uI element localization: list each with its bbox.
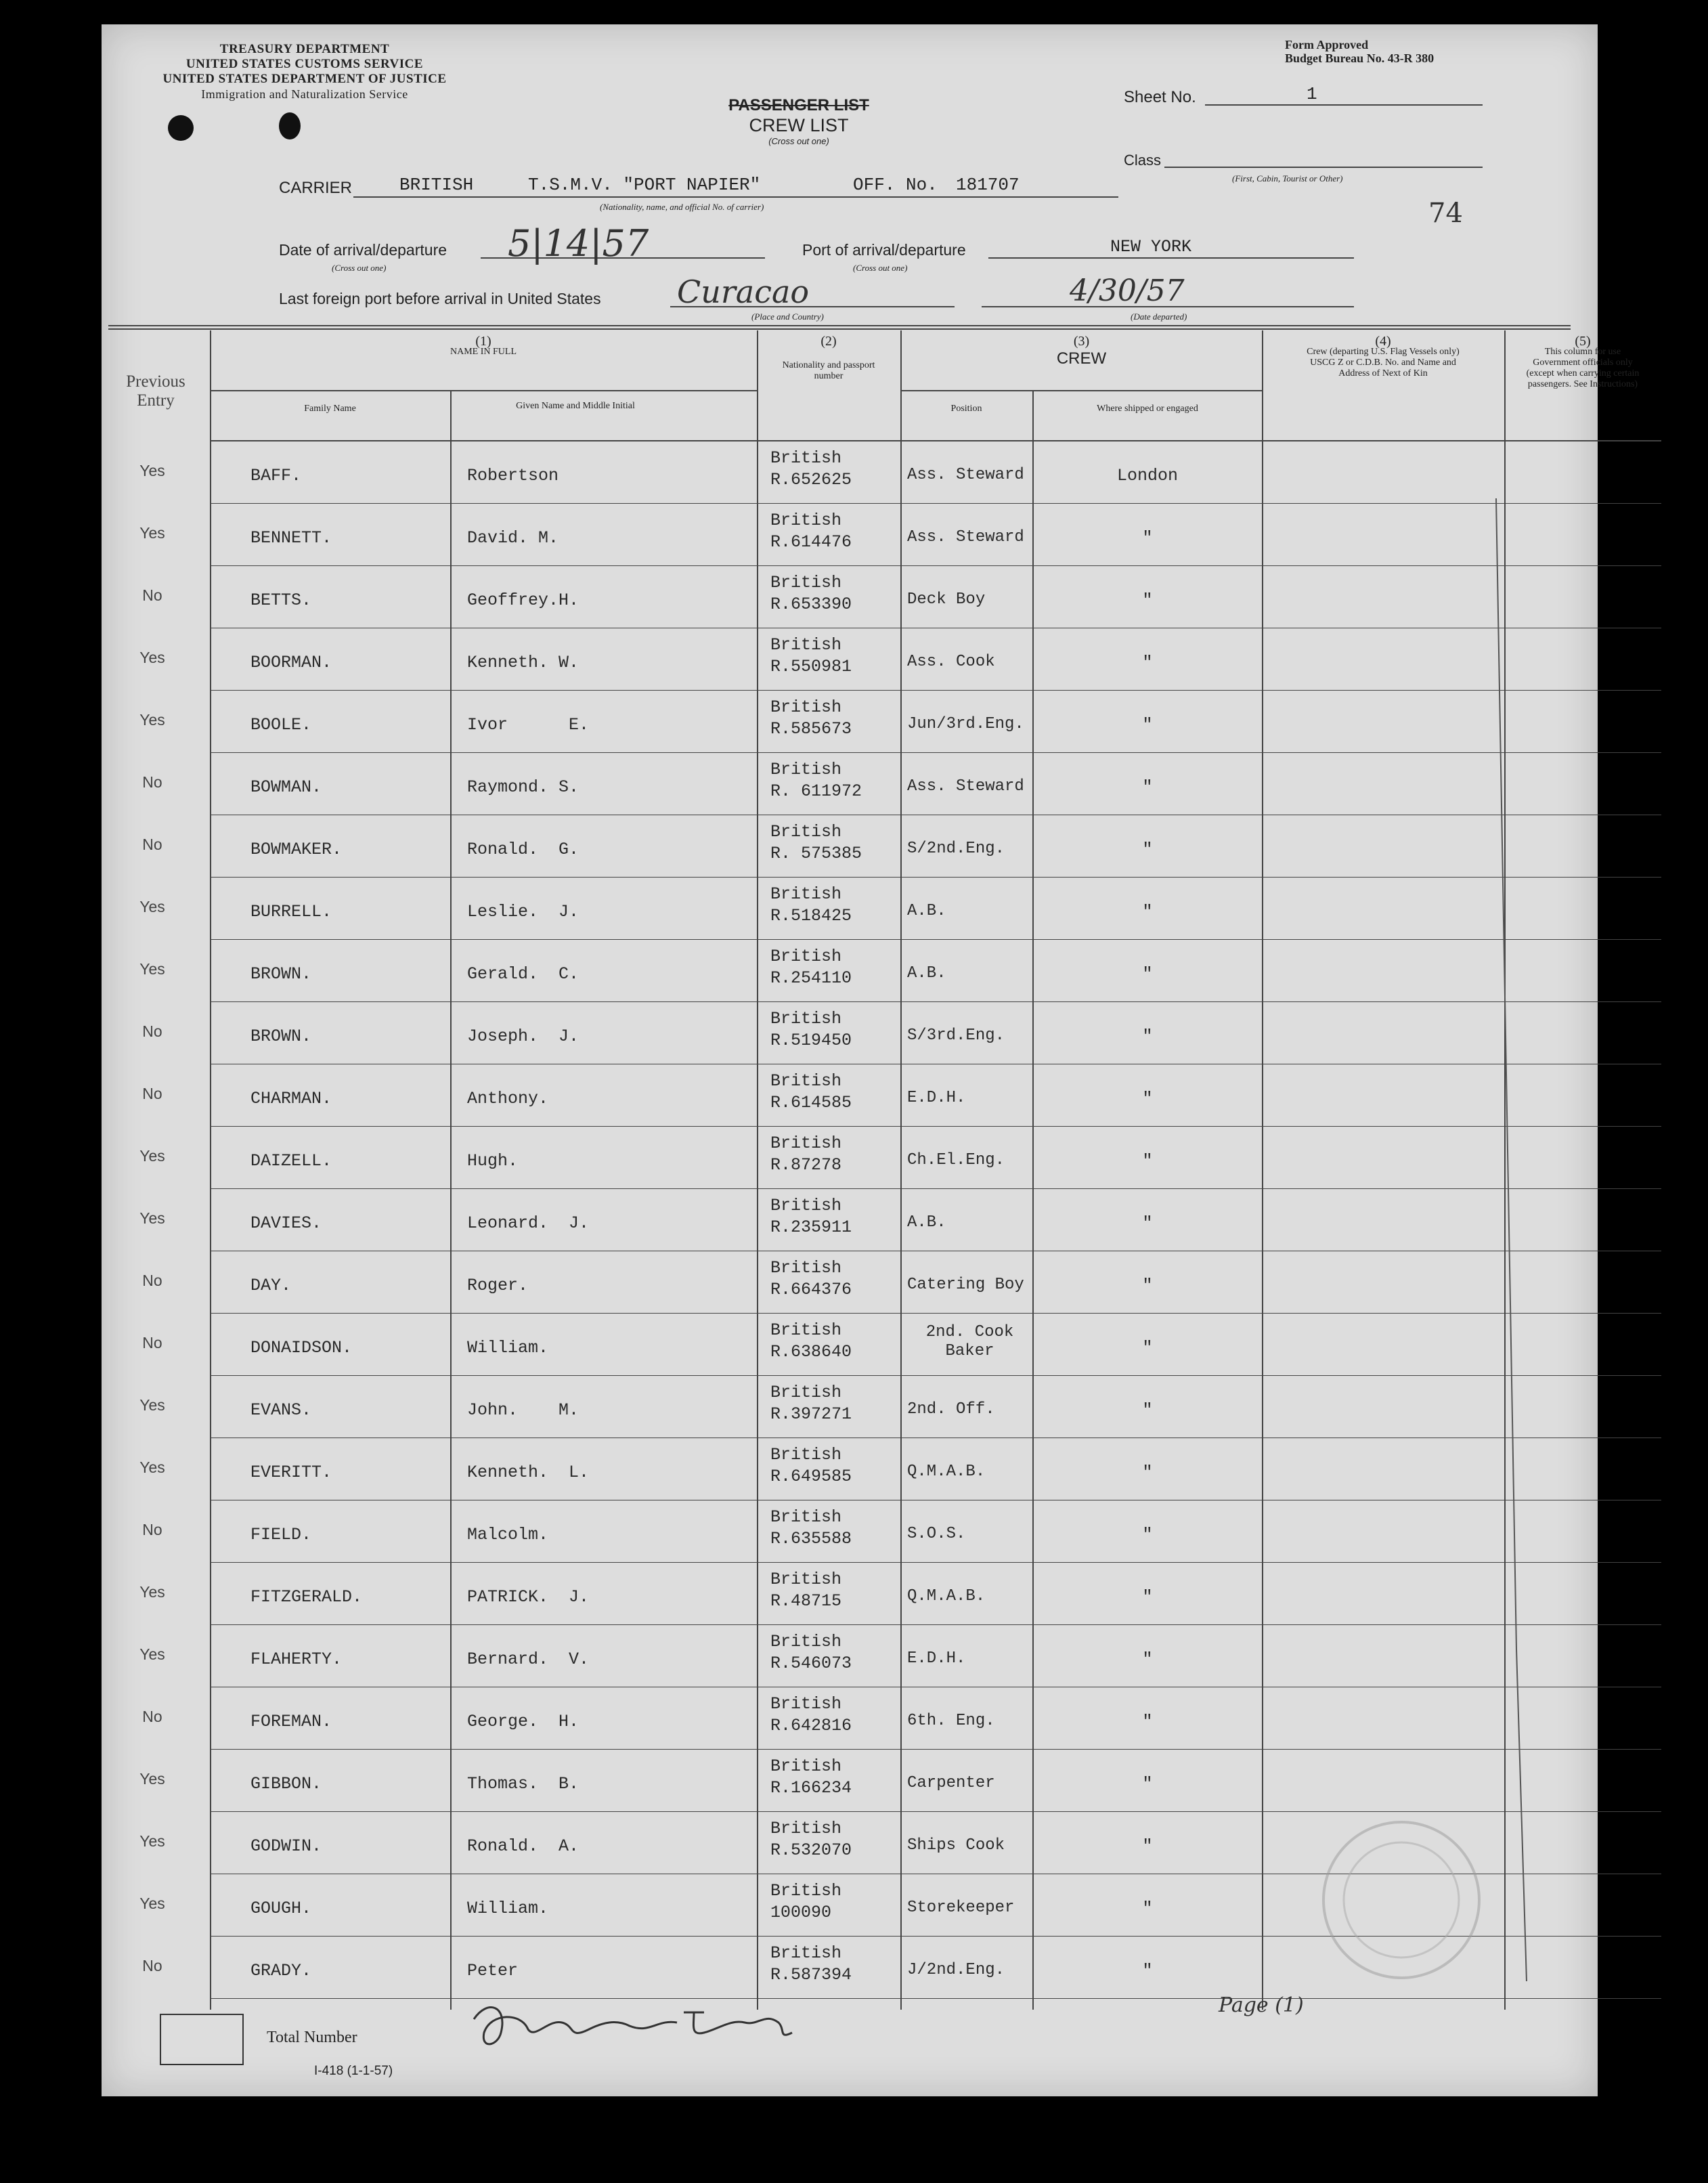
previous-entry-cell: Yes [139, 711, 165, 729]
class-note: (First, Cabin, Tourist or Other) [1232, 173, 1343, 183]
nationality-cell: British [770, 1009, 842, 1029]
class-label: Class [1124, 152, 1162, 169]
where-shipped-cell: " [1142, 1026, 1153, 1046]
where-shipped-cell: " [1142, 1151, 1153, 1171]
table-row [142, 1314, 1661, 1376]
nationality-cell: British [770, 947, 842, 966]
total-number-label: Total Number [267, 2029, 357, 2046]
previous-entry-cell: No [142, 1022, 162, 1040]
family-name-cell: DAVIES. [250, 1213, 322, 1233]
table-row [139, 1438, 1661, 1500]
position-cell: Catering Boy [907, 1276, 1024, 1294]
last-port-value: Curacao [677, 274, 810, 310]
last-port-label: Last foreign port before arrival in United States [279, 290, 601, 307]
where-shipped-cell: " [1142, 1774, 1153, 1794]
port-note: (Cross out one) [853, 263, 908, 273]
carrier-nationality: BRITISH [399, 175, 474, 195]
previous-entry-cell: Yes [139, 1770, 165, 1788]
family-name-cell: DAIZELL. [250, 1151, 332, 1171]
family-name-cell: DONAIDSON. [250, 1338, 353, 1358]
previous-entry-cell: No [142, 1521, 162, 1538]
passport-cell: R.397271 [770, 1404, 852, 1424]
family-name-cell: FITZGERALD. [250, 1587, 363, 1607]
consulate-stamp [1307, 1812, 1496, 1988]
family-name-cell: BURRELL. [250, 902, 332, 922]
col-family-name: Family Name [304, 404, 356, 414]
given-name-cell: Joseph. J. [467, 1026, 579, 1046]
passport-cell: R.653390 [770, 595, 852, 614]
position-cell: Ch.El.Eng. [907, 1151, 1005, 1169]
where-shipped-cell: " [1142, 1213, 1153, 1233]
given-name-cell: Leslie. J. [467, 902, 579, 922]
position-cell: Ass. Steward [907, 777, 1024, 796]
where-shipped-cell: " [1142, 840, 1153, 859]
col3-number: (3) [1073, 334, 1090, 349]
date-departed-note: (Date departed) [1131, 311, 1187, 322]
given-name-cell: John. M. [467, 1400, 579, 1420]
passport-cell: R.48715 [770, 1591, 842, 1611]
previous-entry-header: Previous Entry [126, 372, 185, 410]
family-name-cell: BOWMAKER. [250, 840, 343, 859]
nationality-cell: British [770, 1071, 842, 1091]
passport-cell: R.664376 [770, 1280, 852, 1299]
previous-entry-cell: No [142, 1272, 162, 1289]
nationality-cell: British [770, 1196, 842, 1215]
col1-number: (1) [475, 334, 491, 349]
position-cell: Ass. Steward [907, 466, 1024, 484]
previous-entry-cell: Yes [139, 524, 165, 542]
position-cell: Deck Boy [907, 590, 986, 609]
nationality-cell: British [770, 1943, 842, 1963]
previous-entry-cell: Yes [139, 1147, 165, 1165]
table-row [139, 1189, 1661, 1251]
dept-line: Immigration and Naturalization Service [201, 87, 408, 101]
given-name-cell: Leonard. J. [467, 1213, 590, 1233]
where-shipped-cell: " [1142, 1338, 1153, 1358]
table-row [142, 1687, 1661, 1750]
where-shipped-cell: " [1142, 590, 1153, 610]
family-name-cell: BOOLE. [250, 715, 312, 735]
nationality-cell: British [770, 760, 842, 779]
carrier-note: (Nationality, name, and official No. of carrier) [600, 202, 764, 212]
position-cell: A.B. [907, 1213, 946, 1232]
passport-cell: R.532070 [770, 1840, 852, 1860]
form-number: I-418 (1-1-57) [314, 2064, 393, 2078]
document-sheet [102, 24, 1640, 2096]
last-port-note: (Place and Country) [751, 311, 824, 322]
department-header [142, 42, 467, 102]
passport-cell: R.614585 [770, 1093, 852, 1112]
sheet-label: Sheet No. [1124, 88, 1196, 106]
given-name-cell: Kenneth. L. [467, 1463, 590, 1482]
given-name-cell: Robertson [467, 466, 559, 485]
table-row [142, 1002, 1661, 1064]
previous-entry-cell: Yes [139, 960, 165, 978]
where-shipped-cell: " [1142, 528, 1153, 548]
previous-entry-cell: No [142, 773, 162, 791]
family-name-cell: CHARMAN. [250, 1089, 332, 1108]
col-position: Position [950, 404, 982, 414]
where-shipped-cell: " [1142, 1961, 1153, 1981]
position-cell: E.D.H. [907, 1089, 966, 1107]
position-cell: Q.M.A.B. [907, 1587, 986, 1605]
family-name-cell: BOWMAN. [250, 777, 322, 797]
family-name-cell: BROWN. [250, 964, 312, 984]
nationality-cell: British [770, 822, 842, 842]
where-shipped-cell: " [1142, 1276, 1153, 1295]
family-name-cell: GODWIN. [250, 1836, 322, 1856]
crew-list-title: CREW LIST [749, 115, 849, 135]
table-row [139, 1376, 1661, 1438]
position-cell: Storekeeper [907, 1899, 1015, 1917]
nationality-cell: British [770, 1570, 842, 1589]
family-name-cell: FIELD. [250, 1525, 312, 1544]
position-cell: A.B. [907, 902, 946, 920]
table-row [139, 1750, 1661, 1812]
date-label: Date of arrival/departure [279, 241, 447, 259]
nationality-cell: British [770, 511, 842, 530]
passport-cell: R.546073 [770, 1654, 852, 1673]
pencil-mark [1489, 498, 1530, 1988]
nationality-cell: British [770, 1383, 842, 1402]
given-name-cell: George. H. [467, 1712, 579, 1731]
form-approved [1285, 38, 1434, 65]
table-row [142, 1500, 1661, 1563]
where-shipped-cell: " [1142, 653, 1153, 672]
table-row [139, 504, 1661, 566]
nationality-cell: British [770, 1756, 842, 1776]
where-shipped-cell: " [1142, 1089, 1153, 1108]
page-note: Page (1) [1219, 1993, 1304, 2017]
position-cell: 2nd. Off. [907, 1400, 995, 1419]
carrier-label: CARRIER [279, 179, 353, 197]
where-shipped-cell: " [1142, 1649, 1153, 1669]
given-name-cell: Ronald. A. [467, 1836, 579, 1856]
nationality-cell: British [770, 1632, 842, 1651]
previous-entry-cell: No [142, 1085, 162, 1102]
where-shipped-cell: " [1142, 1400, 1153, 1420]
previous-entry-cell: Yes [139, 462, 165, 479]
where-shipped-cell: " [1142, 777, 1153, 797]
table-row [139, 628, 1661, 691]
position-cell: 2nd. Cook Baker [925, 1323, 1014, 1360]
nationality-cell: British [770, 1445, 842, 1465]
cross-out-note: (Cross out one) [768, 136, 829, 146]
position-cell: J/2nd.Eng. [907, 1961, 1005, 1979]
nationality-cell: British [770, 1694, 842, 1714]
given-name-cell: Bernard. V. [467, 1649, 590, 1669]
port-label: Port of arrival/departure [802, 241, 966, 259]
passport-cell: 100090 [770, 1903, 832, 1922]
col2-number: (2) [820, 334, 837, 349]
family-name-cell: GOUGH. [250, 1899, 312, 1918]
where-shipped-cell: " [1142, 715, 1153, 735]
nationality-cell: British [770, 1507, 842, 1527]
position-cell: Carpenter [907, 1774, 995, 1792]
given-name-cell: Peter [467, 1961, 519, 1981]
table-row [142, 1251, 1661, 1314]
given-name-cell: PATRICK. J. [467, 1587, 590, 1607]
previous-entry-cell: Yes [139, 1209, 165, 1227]
where-shipped-cell: " [1142, 1525, 1153, 1544]
passport-cell: R.638640 [770, 1342, 852, 1362]
position-cell: E.D.H. [907, 1649, 966, 1668]
passport-cell: R.235911 [770, 1217, 852, 1237]
position-cell: Jun/3rd.Eng. [907, 715, 1024, 733]
given-name-cell: Ivor E. [467, 715, 590, 735]
nationality-cell: British [770, 573, 842, 592]
family-name-cell: EVANS. [250, 1400, 312, 1420]
position-cell: S/2nd.Eng. [907, 840, 1005, 858]
table-row [139, 878, 1661, 940]
table-row [139, 1127, 1661, 1189]
family-name-cell: GIBBON. [250, 1774, 322, 1794]
nationality-cell: British [770, 448, 842, 468]
position-cell: S/3rd.Eng. [907, 1026, 1005, 1045]
previous-entry-cell: No [142, 586, 162, 604]
where-shipped-cell: " [1142, 902, 1153, 922]
family-name-cell: FLAHERTY. [250, 1649, 343, 1669]
table-row [142, 815, 1661, 878]
passport-cell: R.87278 [770, 1155, 842, 1175]
table-row [142, 753, 1661, 815]
dept-line: TREASURY DEPARTMENT [219, 42, 390, 56]
col-given-name: Given Name and Middle Initial [516, 401, 635, 411]
punch-hole [168, 115, 194, 141]
previous-entry-cell: No [142, 1334, 162, 1352]
family-name-cell: BROWN. [250, 1026, 312, 1046]
given-name-cell: Roger. [467, 1276, 529, 1295]
given-name-cell: William. [467, 1338, 549, 1358]
nationality-cell: British [770, 635, 842, 655]
where-shipped-cell: " [1142, 1899, 1153, 1918]
previous-entry-cell: Yes [139, 649, 165, 666]
arrival-date: 5|14|57 [508, 222, 649, 265]
port-value: NEW YORK [1110, 237, 1192, 257]
family-name-cell: EVERITT. [250, 1463, 332, 1482]
family-name-cell: BOORMAN. [250, 653, 332, 672]
dept-line: UNITED STATES CUSTOMS SERVICE [185, 57, 424, 71]
col5-number: (5) [1575, 334, 1591, 349]
given-name-cell: Kenneth. W. [467, 653, 579, 672]
passport-cell: R.518425 [770, 906, 852, 926]
passport-cell: R.642816 [770, 1716, 852, 1735]
nationality-cell: British [770, 697, 842, 717]
passport-cell: R.519450 [770, 1031, 852, 1050]
given-name-cell: Thomas. B. [467, 1774, 579, 1794]
nationality-cell: British [770, 1133, 842, 1153]
col1-title: NAME IN FULL [450, 347, 517, 357]
previous-entry-cell: Yes [139, 1458, 165, 1476]
off-no-label: OFF. No. [853, 175, 938, 195]
form-approved-text: Form Approved [1285, 38, 1369, 51]
table-row [142, 1064, 1661, 1127]
previous-entry-cell: No [142, 836, 162, 853]
passport-cell: R.166234 [770, 1778, 852, 1798]
table-row [139, 1563, 1661, 1625]
budget-bureau-text: Budget Bureau No. 43-R 380 [1285, 51, 1435, 65]
previous-entry-cell: Yes [139, 1583, 165, 1601]
col4-number: (4) [1375, 334, 1391, 349]
passport-cell: R.635588 [770, 1529, 852, 1549]
given-name-cell: David. M. [467, 528, 559, 548]
given-name-cell: Geoffrey.H. [467, 590, 579, 610]
nationality-cell: British [770, 1881, 842, 1901]
position-cell: Ass. Cook [907, 653, 995, 671]
table-row [139, 441, 1661, 504]
family-name-cell: DAY. [250, 1276, 292, 1295]
where-shipped-cell: " [1142, 1712, 1153, 1731]
sheet-value: 1 [1307, 84, 1317, 104]
list-title [697, 96, 900, 146]
passport-cell: R.652625 [770, 470, 852, 490]
col3-title: CREW [1056, 349, 1107, 368]
given-name-cell: Gerald. C. [467, 964, 579, 984]
where-shipped-cell: London [1116, 466, 1178, 485]
previous-entry-cell: Yes [139, 1645, 165, 1663]
family-name-cell: BENNETT. [250, 528, 332, 548]
table-row [139, 940, 1661, 1002]
nationality-cell: British [770, 884, 842, 904]
nationality-cell: British [770, 1258, 842, 1278]
where-shipped-cell: " [1142, 964, 1153, 984]
previous-entry-cell: No [142, 1708, 162, 1725]
family-name-cell: GRADY. [250, 1961, 312, 1981]
family-name-cell: BAFF. [250, 466, 302, 485]
col5-title: This column for use Government officials only (except when carrying certain passengers. See Instructions) [1526, 347, 1640, 389]
date-note: (Cross out one) [332, 263, 387, 273]
table-row [139, 691, 1661, 753]
family-name-cell: BETTS. [250, 590, 312, 610]
given-name-cell: Anthony. [467, 1089, 549, 1108]
table-row [142, 566, 1661, 628]
passport-cell: R. 575385 [770, 844, 862, 863]
col4-title: Crew (departing U.S. Flag Vessels only) USCG Z or C.D.B. No. and Name and Address of Next of Kin [1307, 347, 1460, 379]
table-row [139, 1625, 1661, 1687]
previous-entry-cell: No [142, 1957, 162, 1974]
position-cell: A.B. [907, 964, 946, 982]
previous-entry-cell: Yes [139, 898, 165, 915]
passport-cell: R.614476 [770, 532, 852, 552]
passport-cell: R.254110 [770, 968, 852, 988]
total-number-box [160, 2014, 244, 2065]
given-name-cell: Ronald. G. [467, 840, 579, 859]
passport-cell: R.649585 [770, 1467, 852, 1486]
given-name-cell: Hugh. [467, 1151, 519, 1171]
position-cell: 6th. Eng. [907, 1712, 995, 1730]
previous-entry-cell: Yes [139, 1832, 165, 1850]
signature-image [460, 1992, 812, 2053]
position-cell: Ass. Steward [907, 528, 1024, 546]
col2-title: Nationality and passport number [782, 360, 875, 381]
page-number: 74 [1428, 198, 1463, 229]
previous-entry-cell: Yes [139, 1895, 165, 1912]
off-no-value: 181707 [956, 175, 1020, 195]
position-cell: Ships Cook [907, 1836, 1005, 1855]
given-name-cell: Raymond. S. [467, 777, 579, 797]
col-where-shipped: Where shipped or engaged [1097, 404, 1198, 414]
nationality-cell: British [770, 1320, 842, 1340]
date-departed-value: 4/30/57 [1070, 274, 1185, 308]
given-name-cell: William. [467, 1899, 549, 1918]
punch-hole [279, 112, 301, 139]
where-shipped-cell: " [1142, 1463, 1153, 1482]
passenger-list-title: PASSENGER LIST [728, 96, 869, 114]
given-name-cell: Malcolm. [467, 1525, 549, 1544]
nationality-cell: British [770, 1819, 842, 1838]
position-cell: Q.M.A.B. [907, 1463, 986, 1481]
passport-cell: R. 611972 [770, 781, 862, 801]
passport-cell: R.550981 [770, 657, 852, 676]
carrier-name: T.S.M.V. "PORT NAPIER" [528, 175, 761, 195]
passport-cell: R.587394 [770, 1965, 852, 1985]
previous-entry-cell: Yes [139, 1396, 165, 1414]
dept-line: UNITED STATES DEPARTMENT OF JUSTICE [162, 72, 447, 86]
family-name-cell: FOREMAN. [250, 1712, 332, 1731]
position-cell: S.O.S. [907, 1525, 966, 1543]
where-shipped-cell: " [1142, 1836, 1153, 1856]
where-shipped-cell: " [1142, 1587, 1153, 1607]
passport-cell: R.585673 [770, 719, 852, 739]
